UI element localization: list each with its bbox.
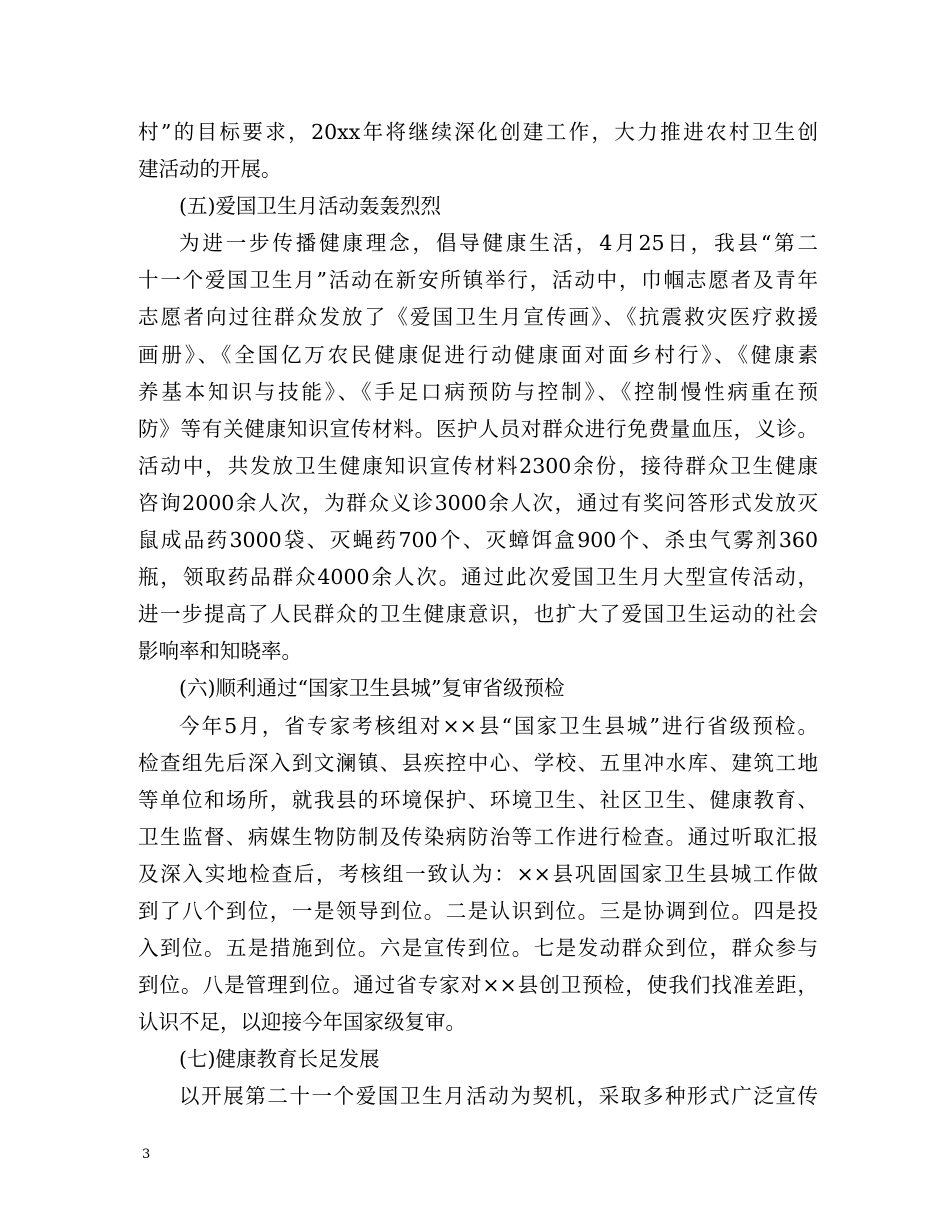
text-line: 认识不足，以迎接今年国家级复审。 (138, 1010, 466, 1035)
text-line: 卫生监督、病媒生物防制及传染病防治等工作进行检查。通过听取汇报 (138, 824, 818, 849)
text-line: 及深入实地检查后，考核组一致认为：××县巩固国家卫生县城工作做 (138, 861, 818, 886)
section-heading: (六)顺利通过“国家卫生县城”复审省级预检 (179, 676, 565, 701)
text-line: 瓶，领取药品群众4000余人次。通过此次爱国卫生月大型宣传活动， (138, 565, 818, 590)
text-line: 建活动的开展。 (138, 157, 282, 182)
text-line: 等单位和场所，就我县的环境保护、环境卫生、社区卫生、健康教育、 (138, 787, 818, 812)
text-line: 到位。八是管理到位。通过省专家对××县创卫预检，使我们找准差距， (138, 973, 818, 998)
section-heading: (五)爱国卫生月活动轰轰烈烈 (179, 194, 441, 219)
text-line: 今年5月，省专家考核组对××县“国家卫生县城”进行省级预检。 (179, 713, 818, 738)
text-line: 以开展第二十一个爱国卫生月活动为契机，采取多种形式广泛宣传 (179, 1084, 818, 1109)
text-line: 村”的目标要求，20xx年将继续深化创建工作，大力推进农村卫生创 (138, 120, 818, 144)
section-heading: (七)健康教育长足发展 (179, 1047, 380, 1072)
text-line: 十一个爱国卫生月”活动在新安所镇举行，活动中，巾帼志愿者及青年 (138, 268, 818, 293)
page-number: 3 (142, 1147, 151, 1162)
text-line: 检查组先后深入到文澜镇、县疾控中心、学校、五里冲水库、建筑工地 (138, 750, 818, 775)
document-body (138, 114, 818, 1116)
text-line: 志愿者向过往群众发放了《爱国卫生月宣传画》、《抗震救灾医疗救援 (138, 305, 818, 330)
text-line: 到了八个到位，一是领导到位。二是认识到位。三是协调到位。四是投 (138, 898, 818, 923)
text-line: 影响率和知晓率。 (138, 639, 302, 664)
text-line: 入到位。五是措施到位。六是宣传到位。七是发动群众到位，群众参与 (138, 936, 818, 961)
text-line: 画册》、《全国亿万农民健康促进行动健康面对面乡村行》、《健康素 (138, 342, 818, 367)
text-line: 防》等有关健康知识宣传材料。医护人员对群众进行免费量血压，义诊。 (138, 416, 818, 441)
text-line: 为进一步传播健康理念，倡导健康生活，4月25日，我县“第二 (179, 231, 818, 256)
text-line: 咨询2000余人次，为群众义诊3000余人次，通过有奖问答形式发放灭 (138, 490, 818, 515)
text-line: 养基本知识与技能》、《手足口病预防与控制》、《控制慢性病重在预 (138, 379, 818, 404)
text-line: 进一步提高了人民群众的卫生健康意识，也扩大了爱国卫生运动的社会 (138, 602, 818, 627)
text-line: 活动中，共发放卫生健康知识宣传材料2300余份，接待群众卫生健康 (138, 453, 818, 478)
text-line: 鼠成品药3000袋、灭蝇药700个、灭蟑饵盒900个、杀虫气雾剂360 (138, 528, 818, 553)
